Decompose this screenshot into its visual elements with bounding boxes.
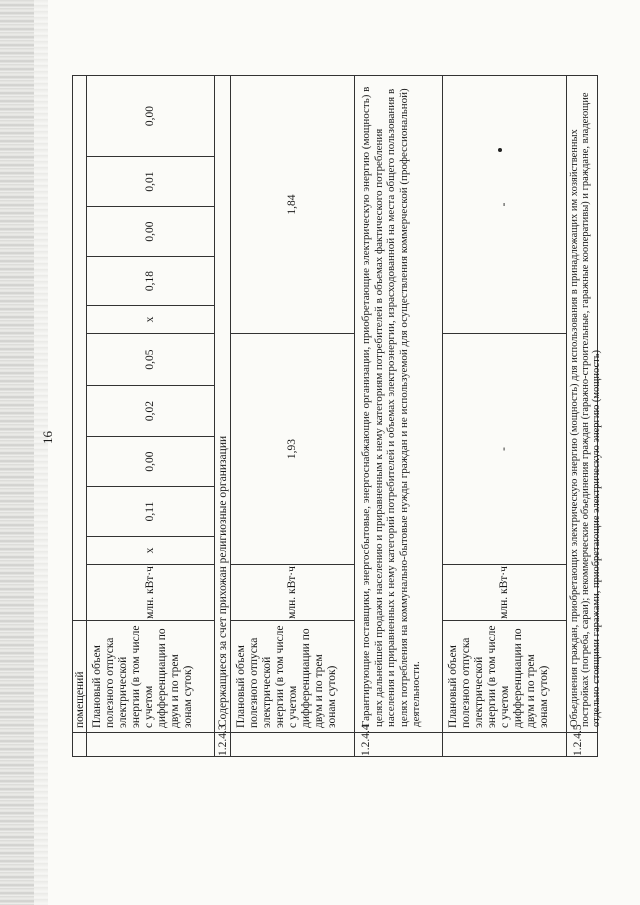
table-row	[215, 76, 231, 756]
value-cell: 0,00	[87, 206, 214, 256]
page-number: 16	[40, 431, 55, 444]
table-row	[355, 76, 443, 756]
section-title: Объединения граждан, приобретающих электрическую энергию (мощность) для использования в принадлежащих им хозяйственных постройках (погреба, сараи); некоммерческие объединения граждан (гаражно-строительные, гаражные кооперативы) и граждане, владеющие отдельно стоящими гаражами, приобретающие электрическую энергию (мощность)	[569, 92, 602, 727]
row-code	[87, 732, 214, 756]
unit-cell: млн. кВт·ч	[231, 564, 354, 620]
value-cell-first-half: 1,93	[231, 333, 354, 564]
value-cell: 0,00	[144, 105, 156, 127]
value-cell: х	[87, 305, 214, 333]
row-code: 1.2.4.5	[567, 732, 597, 756]
value-cell: 0,18	[87, 256, 214, 305]
row-code: 1.2.4.4	[355, 732, 442, 756]
value-cell-second-half: -	[498, 202, 510, 207]
row-name: помещений	[73, 620, 86, 732]
table-row	[231, 76, 355, 756]
row-name: Плановый объем полезного отпуска электрической энергии (в том числе с учетом дифференциации по двум и по трем зонам суток)	[231, 620, 354, 732]
value-cell: 0,02	[87, 385, 214, 436]
row-name: Плановый объем полезного отпуска электрической энергии (в том числе с учетом дифференциации по двум и по трем зонам суток)	[87, 620, 214, 732]
row-code	[73, 732, 86, 756]
value-cell-second-half: 1,84	[286, 194, 298, 215]
value-cell: 0,00	[87, 436, 214, 486]
table-row	[87, 76, 215, 756]
value-cell: 0,11	[87, 486, 214, 536]
row-code	[443, 732, 566, 756]
table-row	[73, 76, 87, 756]
value-cell: 0,05	[87, 333, 214, 385]
value-cell: 0,01	[87, 156, 214, 206]
section-title: Содержащиеся за счет прихожан религиозные организации	[217, 435, 229, 727]
value-cell: х	[87, 536, 214, 564]
row-name: Плановый объем полезного отпуска электрической энергии (в том числе с учетом дифференциации по двум и по трем зонам суток)	[443, 620, 566, 732]
row-code	[231, 732, 354, 756]
unit-cell: млн. кВт·ч	[443, 564, 566, 620]
table-row	[567, 76, 602, 756]
table-row	[443, 76, 567, 756]
row-code: 1.2.4.3	[217, 724, 229, 756]
tariff-table	[72, 75, 602, 757]
unit-cell: млн. кВт·ч	[87, 564, 214, 620]
section-title: Гарантирующие поставщики, энергосбытовые, энергоснабжающие организации, приобретающие электрическую энергию (мощность) в целях дальнейшей продажи населению и приравненным к нему категориям потребителей в объемах фактического потребления населения и приравненных к нему категорий потребителей и объемах электроэнергии, израсходованной на места общего пользования в целях потребления на коммунально-бытовые нужды граждан и не используемой для осуществления коммерческой (профессиональной) деятельности.	[360, 86, 423, 727]
value-cell-first-half: -	[443, 333, 566, 564]
